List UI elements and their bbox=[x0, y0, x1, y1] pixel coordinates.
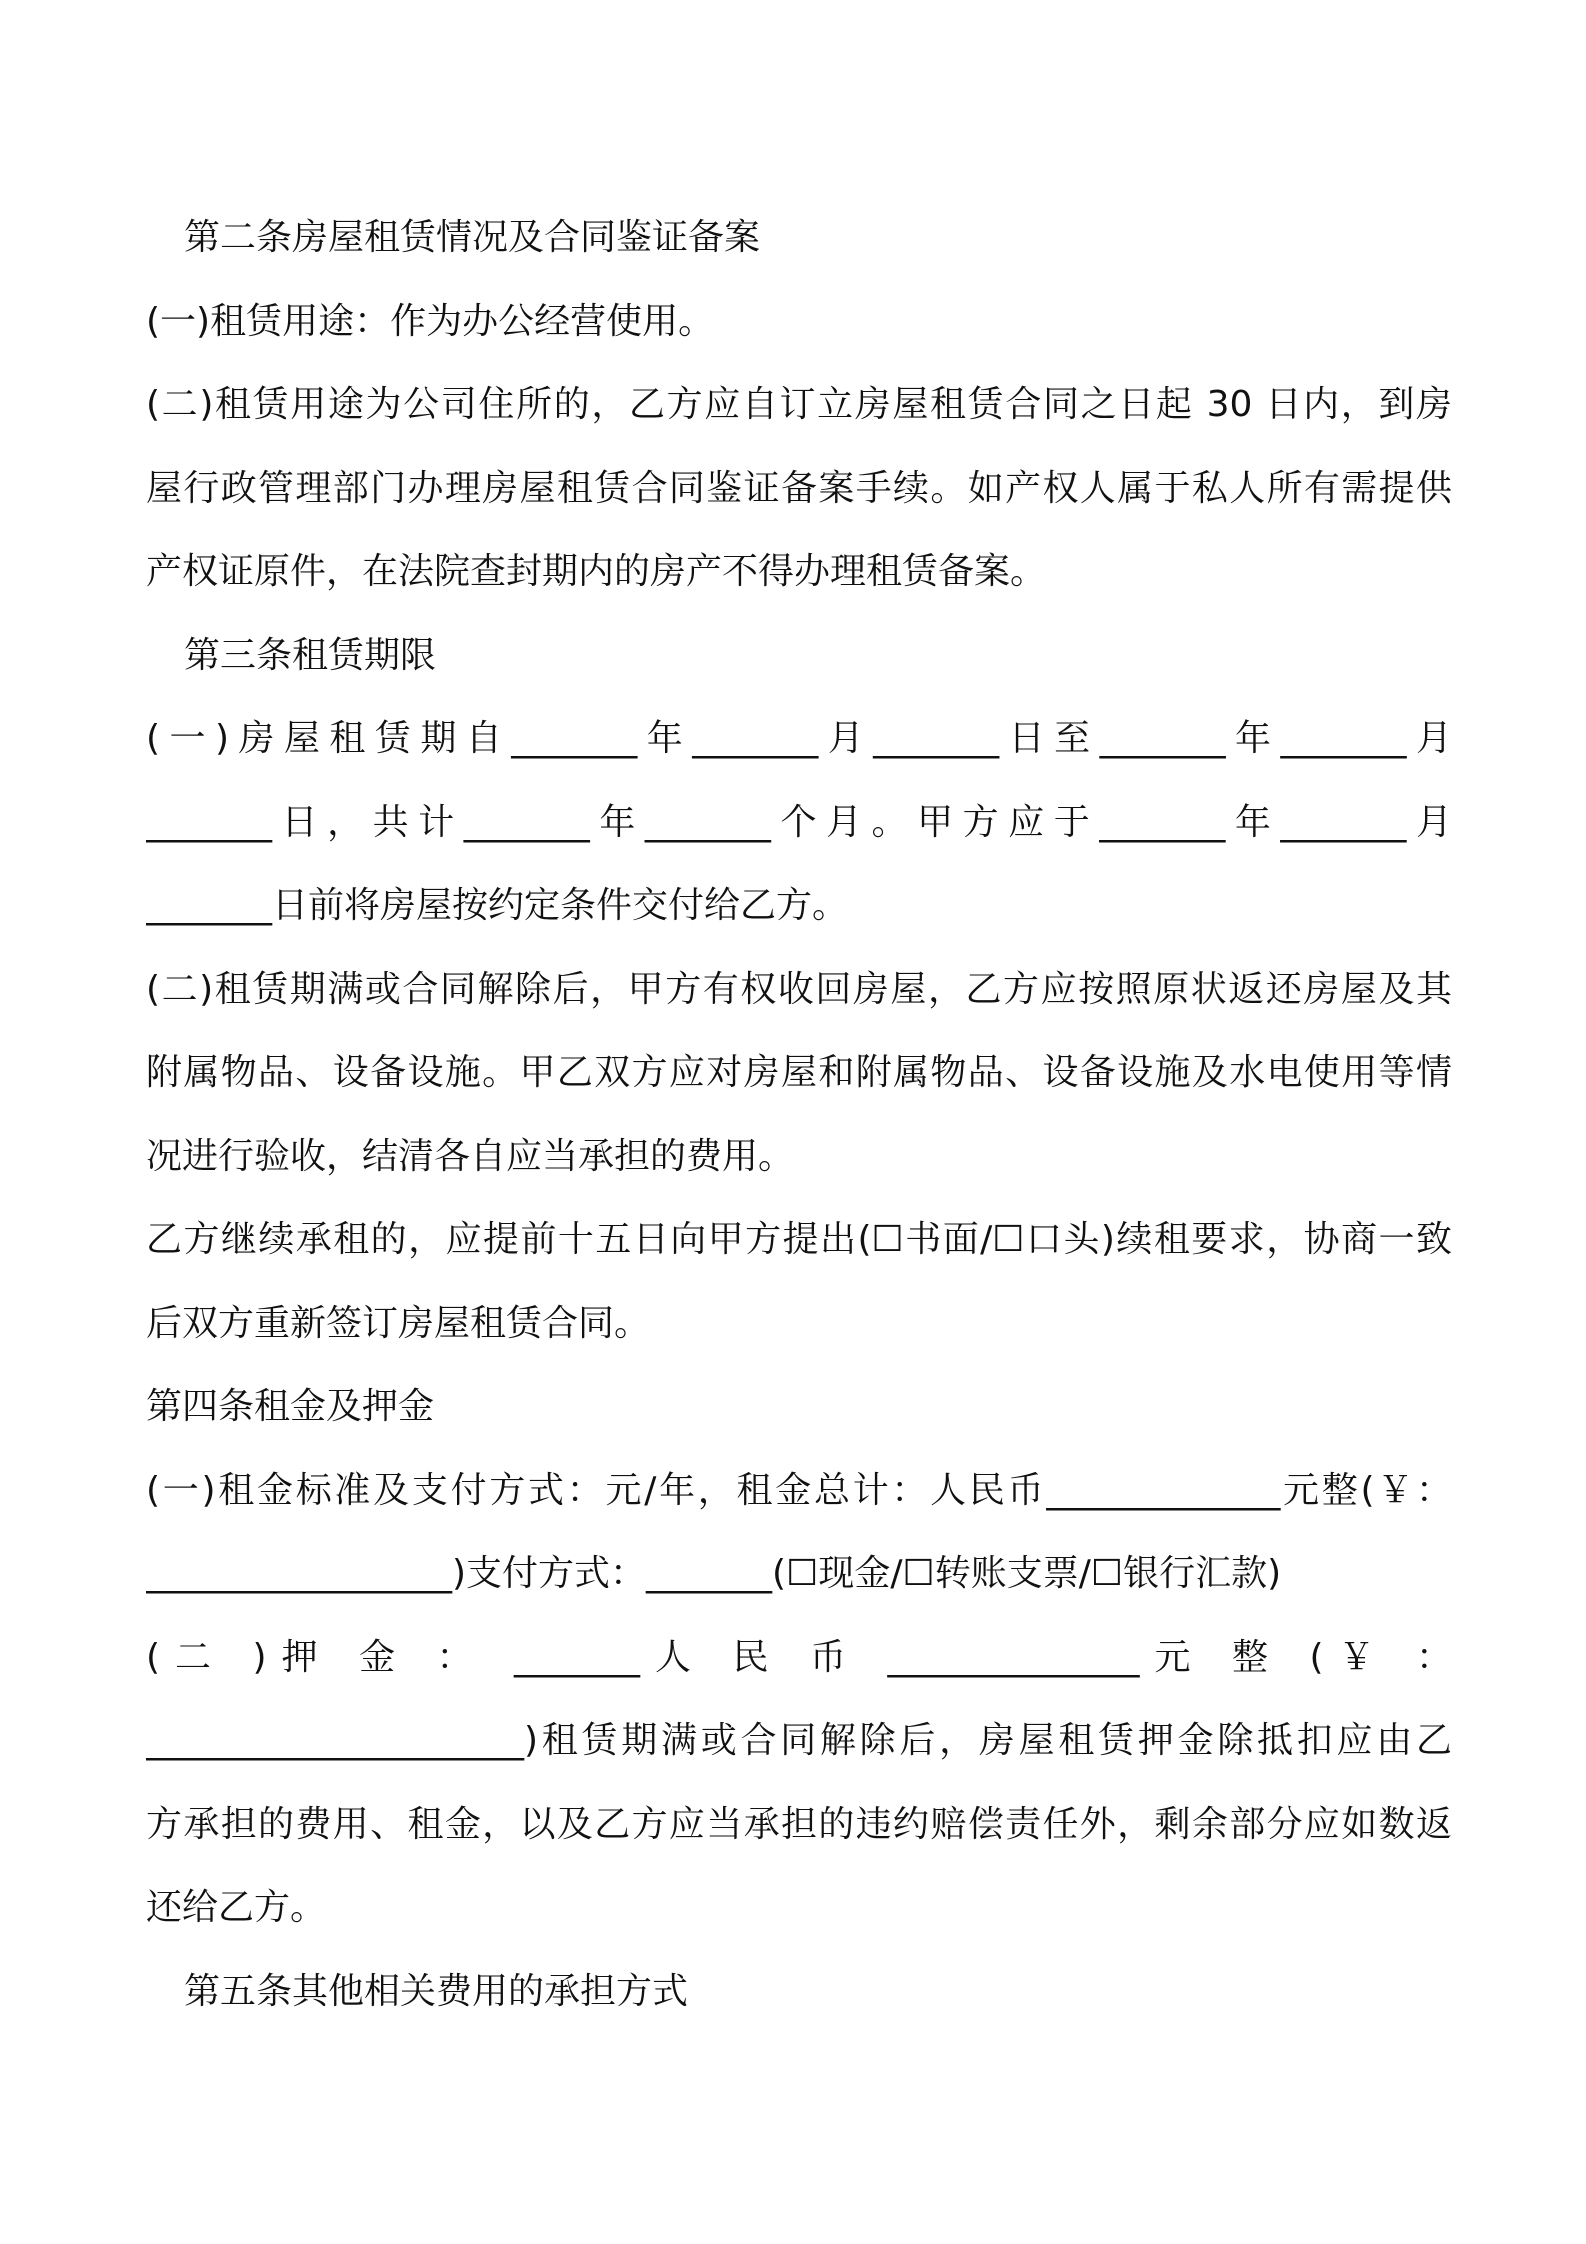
paragraph-line: _____________________)租赁期满或合同解除后，房屋租赁押金除抵扣应由乙 bbox=[146, 1720, 1452, 1761]
paragraph-line: 附属物品、设备设施。甲乙双方应对房屋和附属物品、设备设施及水电使用等情 bbox=[146, 1052, 1452, 1093]
paragraph-line: (一)房屋租赁期自_______年_______月_______日至_______年_______月 bbox=[146, 718, 1452, 759]
paragraph-line: (二)租赁期满或合同解除后，甲方有权收回房屋，乙方应按照原状返还房屋及其 bbox=[146, 968, 1452, 1010]
paragraph-line: 屋行政管理部门办理房屋租赁合同鉴证备案手续。如产权人属于私人所有需提供 bbox=[146, 467, 1452, 509]
paragraph-line: 后双方重新签订房屋租赁合同。 bbox=[146, 1302, 651, 1344]
paragraph-line: 况进行验收，结清各自应当承担的费用。 bbox=[146, 1135, 795, 1177]
paragraph-line: 乙方继续承租的，应提前十五日向甲方提出(☐书面/☐口头)续租要求，协商一致 bbox=[146, 1219, 1452, 1260]
paragraph-line: (二)租赁用途为公司住所的，乙方应自订立房屋租赁合同之日起 30 日内，到房 bbox=[146, 384, 1452, 425]
paragraph-line: 产权证原件，在法院查封期内的房产不得办理租赁备案。 bbox=[146, 551, 1047, 592]
article-4-heading: 第四条租金及押金 bbox=[146, 1386, 435, 1427]
article-2-heading: 第二条房屋租赁情况及合同鉴证备案 bbox=[184, 217, 761, 258]
paragraph-line: 方承担的费用、租金，以及乙方应当承担的违约赔偿责任外，剩余部分应如数返 bbox=[146, 1803, 1452, 1845]
paragraph-line: 还给乙方。 bbox=[146, 1887, 327, 1928]
article-5-heading: 第五条其他相关费用的承担方式 bbox=[184, 1970, 689, 2012]
paragraph-line: (一)租金标准及支付方式：元/年，租金总计：人民币_____________元整(￥： bbox=[146, 1469, 1452, 1511]
paragraph-line: (二 )押 金 ： _______人 民 币 ______________元 整 (￥ ： bbox=[146, 1636, 1452, 1678]
paragraph-line: _______日前将房屋按约定条件交付给乙方。 bbox=[146, 885, 849, 926]
document-page bbox=[146, 196, 1452, 2033]
paragraph-line: _______日，共计_______年_______个月。甲方应于_______年_______月 bbox=[146, 801, 1452, 843]
paragraph-line: _________________)支付方式：_______(☐现金/☐转账支票/☐银行汇款) bbox=[146, 1553, 1282, 1594]
article-3-heading: 第三条租赁期限 bbox=[184, 634, 437, 676]
paragraph-line: (一)租赁用途：作为办公经营使用。 bbox=[146, 300, 715, 342]
